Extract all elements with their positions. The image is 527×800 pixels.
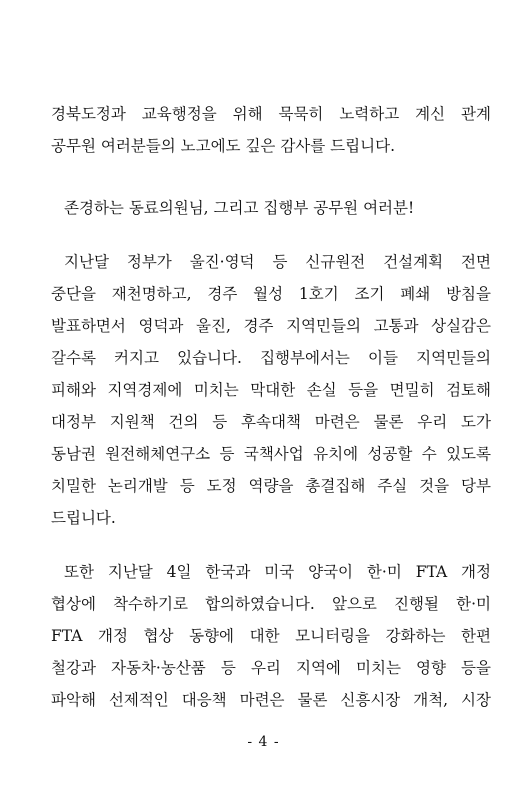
text-line: 경북도정과 교육행정을 위해 묵묵히 노력하고 계신 관계 xyxy=(51,105,491,123)
text-line: 지난달 정부가 울진·영덕 등 신규원전 건설계획 전면 xyxy=(64,253,491,271)
text-line: 발표하면서 영덕과 울진, 경주 지역민들의 고통과 상실감은 xyxy=(51,317,491,335)
text-line: 공무원 여러분들의 노고에도 깊은 감사를 드립니다. xyxy=(51,137,395,155)
text-line: 파악해 선제적인 대응책 마련은 물론 신흥시장 개척, 시장 xyxy=(51,691,491,709)
text-line: 드립니다. xyxy=(51,509,116,527)
paragraph-thanks xyxy=(51,98,491,162)
paragraph-address xyxy=(51,192,491,224)
text-line: 또한 지난달 4일 한국과 미국 양국이 한·미 FTA 개정 xyxy=(64,563,491,581)
text-line: 협상에 착수하기로 합의하였습니다. 앞으로 진행될 한·미 xyxy=(51,595,491,613)
paragraph-fta xyxy=(51,556,491,716)
text-line: 철강과 자동차·농산품 등 우리 지역에 미치는 영향 등을 xyxy=(51,659,491,677)
text-line: 피해와 지역경제에 미치는 막대한 손실 등을 면밀히 검토해 xyxy=(51,381,491,399)
text-line: 존경하는 동료의원님, 그리고 집행부 공무원 여러분! xyxy=(64,199,415,217)
page-number: - 4 - xyxy=(247,734,280,750)
text-line: 대정부 지원책 건의 등 후속대책 마련은 물론 우리 도가 xyxy=(51,413,491,431)
text-line: 갈수록 커지고 있습니다. 집행부에서는 이들 지역민들의 xyxy=(51,349,491,367)
paragraph-nuclear-policy xyxy=(51,246,491,534)
text-line: FTA 개정 협상 동향에 대한 모니터링을 강화하는 한편 xyxy=(51,627,491,645)
text-line: 치밀한 논리개발 등 도정 역량을 총결집해 주실 것을 당부 xyxy=(51,477,491,495)
text-line: 중단을 재천명하고, 경주 월성 1호기 조기 폐쇄 방침을 xyxy=(51,285,491,303)
text-line: 동남권 원전해체연구소 등 국책사업 유치에 성공할 수 있도록 xyxy=(51,445,491,463)
